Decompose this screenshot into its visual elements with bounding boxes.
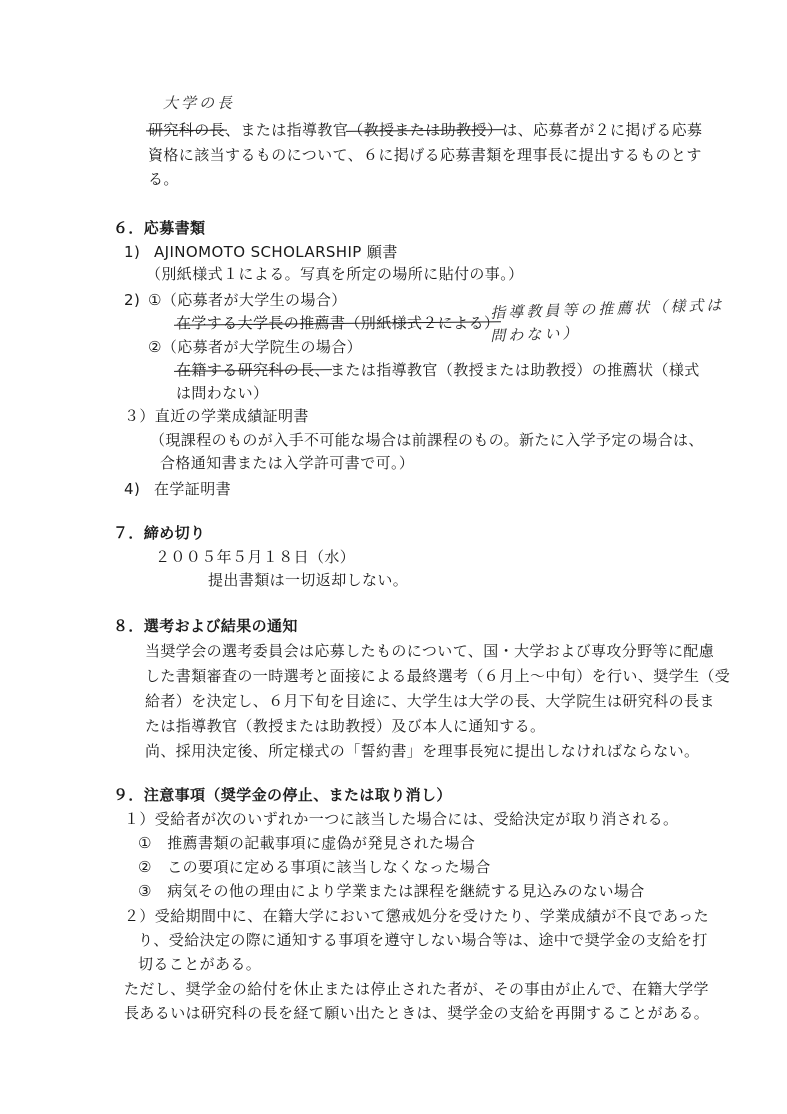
struck-text: （教授または助教授） bbox=[348, 121, 503, 139]
sec8-paragraph-line-3: 給者）を決定し、６月下旬を目途に、大学生は大学の長、大学院生は研究科の長ま bbox=[145, 692, 715, 710]
sec6-item2b-line: 在籍する研究科の長、または指導教官（教授または助教授）の推薦状（様式 bbox=[176, 361, 700, 379]
handwritten-note-university-head: 大学の長 bbox=[163, 94, 236, 112]
sec6-item2-number: 2) bbox=[124, 291, 141, 309]
sec9-item1: １）受給者が次のいずれか一つに該当した場合には、受給決定が取り消される。 bbox=[124, 810, 679, 828]
handwritten-note-format-free: 問わない） bbox=[490, 323, 581, 345]
sec9-case-2: ② この要項に定める事項に該当しなくなった場合 bbox=[138, 858, 491, 876]
sec6-item3-note-2: 合格通知書または入学許可書で可。） bbox=[160, 454, 415, 472]
sec8-paragraph-line-4: たは指導教官（教授または助教授）及び本人に通知する。 bbox=[145, 717, 546, 735]
deadline-date: ２００５年５月１８日（水） bbox=[155, 548, 356, 566]
section-6-heading: ６．応募書類 bbox=[113, 219, 206, 237]
section-8-heading: ８．選考および結果の通知 bbox=[113, 617, 298, 635]
sec6-item4-number: 4) bbox=[124, 480, 141, 498]
intro-line-3: る。 bbox=[148, 170, 179, 188]
intro-line-2: 資格に該当するものについて、６に掲げる応募書類を理事長に提出するものとす bbox=[148, 146, 702, 164]
sec6-item2b-line-2: は問わない） bbox=[176, 384, 269, 402]
sec6-item1-note: （別紙様式１による。写真を所定の場所に貼付の事。） bbox=[146, 265, 524, 283]
struck-text: 在学する大学長の推薦書（別紙様式２による） bbox=[176, 314, 500, 332]
sec6-item2a-text: ①（応募者が大学生の場合） bbox=[148, 291, 347, 309]
sec6-item1-number: 1) bbox=[124, 243, 141, 261]
sec9-case-1: ① 推薦書類の記載事項に虚偽が発見された場合 bbox=[138, 834, 476, 852]
sec9-item2-line-2: り、受給決定の際に通知する事項を遵守しない場合等は、途中で奨学金の支給を打 bbox=[138, 931, 708, 949]
sec8-paragraph-line-2: した書類審査の一時選考と面接による最終選考（６月上～中旬）を行い、奨学生（受 bbox=[145, 667, 731, 685]
struck-text: 在籍する研究科の長、 bbox=[176, 361, 331, 379]
sec9-proviso-line-2: 長あるいは研究科の長を経て願い出たときは、奨学金の支給を再開することがある。 bbox=[124, 1004, 710, 1022]
sec9-item2-line-3: 切ることがある。 bbox=[138, 955, 262, 973]
sec9-item2-line-1: ２）受給期間中に、在籍大学において懲戒処分を受けたり、学業成績が不良であった bbox=[124, 907, 710, 925]
sec8-paragraph-line-5: 尚、採用決定後、所定様式の「誓約書」を理事長宛に提出しなければならない。 bbox=[145, 742, 700, 760]
struck-text: 研究科の長 bbox=[148, 121, 226, 139]
deadline-note: 提出書類は一切返却しない。 bbox=[208, 571, 409, 589]
sec9-case-3: ③ 病気その他の理由により学業または課程を継続する見込みのない場合 bbox=[138, 882, 645, 900]
handwritten-note-advisor-recommendation: 指導教員等の推薦状（様式は bbox=[490, 295, 725, 322]
sec9-proviso-line-1: ただし、奨学金の給付を休止または停止された者が、その事由が止んで、在籍大学学 bbox=[124, 980, 709, 998]
sec6-item3-text: ３）直近の学業成績証明書 bbox=[124, 407, 309, 425]
sec6-item3-note-1: （現課程のものが入手不可能な場合は前課程のもの。新たに入学予定の場合は、 bbox=[150, 431, 704, 449]
intro-line-1: 研究科の長、または指導教官（教授または助教授）は、応募者が２に掲げる応募 bbox=[148, 121, 703, 139]
sec6-item2a-struck-line bbox=[176, 313, 499, 333]
sec6-item2b-text: ②（応募者が大学院生の場合） bbox=[148, 338, 363, 356]
section-9-heading: ９．注意事項（奨学金の停止、または取り消し） bbox=[113, 786, 452, 804]
sec8-paragraph-line-1: 当奨学会の選考委員会は応募したものについて、国・大学および専攻分野等に配慮 bbox=[145, 642, 715, 660]
sec6-item1-text: AJINOMOTO SCHOLARSHIP 願書 bbox=[154, 243, 398, 261]
sec6-item4-text: 在学証明書 bbox=[154, 480, 232, 498]
section-7-heading: ７．締め切り bbox=[113, 524, 206, 542]
